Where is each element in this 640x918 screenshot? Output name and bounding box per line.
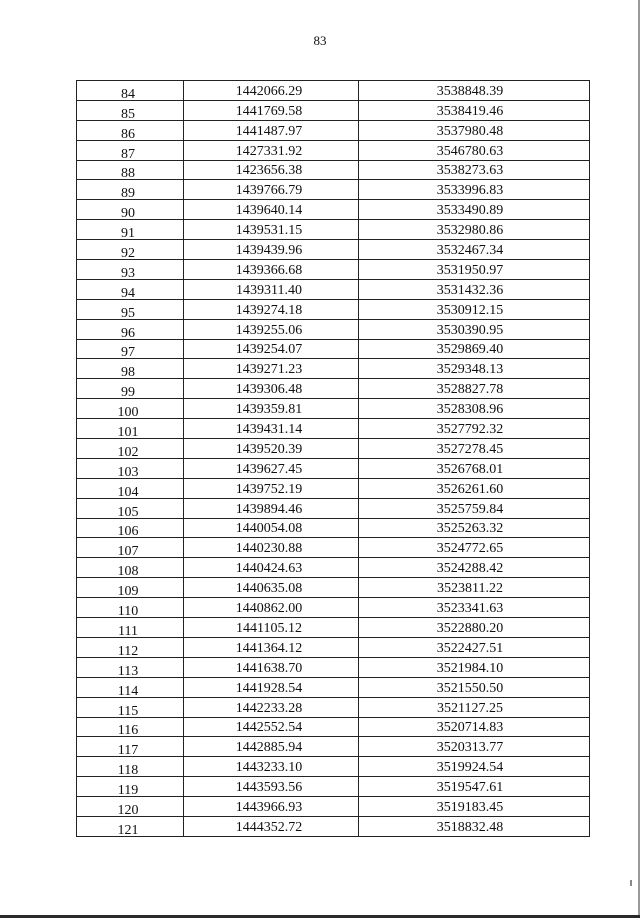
- point-number-value: 98: [121, 365, 135, 381]
- x-coordinate-value: 1440862.00: [235, 601, 303, 617]
- y-coordinate-cell: [359, 458, 590, 478]
- table-row: [77, 220, 590, 240]
- point-number-value: 116: [117, 723, 139, 739]
- x-coordinate-value: 1439306.48: [235, 382, 303, 398]
- table-row: [77, 419, 590, 439]
- y-coordinate-cell: [359, 339, 590, 359]
- x-coordinate-value: 1439431.14: [235, 422, 303, 438]
- y-coordinate-cell: [359, 299, 590, 319]
- y-coordinate-value: 3533996.83: [436, 183, 504, 199]
- y-coordinate-cell: [359, 777, 590, 797]
- y-coordinate-value: 3523341.63: [436, 601, 504, 617]
- x-coordinate-cell: [184, 657, 359, 677]
- point-number-value: 105: [117, 504, 139, 520]
- y-coordinate-cell: [359, 120, 590, 140]
- x-coordinate-value: 1439366.68: [235, 262, 303, 278]
- table-row: [77, 538, 590, 558]
- point-number-cell: [77, 538, 184, 558]
- y-coordinate-cell: [359, 677, 590, 697]
- y-coordinate-cell: [359, 140, 590, 160]
- y-coordinate-value: 3520313.77: [436, 740, 504, 756]
- y-coordinate-value: 3532467.34: [436, 243, 504, 259]
- x-coordinate-value: 1441364.12: [235, 640, 303, 656]
- point-number-cell: [77, 379, 184, 399]
- point-number-cell: [77, 478, 184, 498]
- y-coordinate-value: 3527278.45: [436, 441, 504, 457]
- y-coordinate-value: 3529869.40: [436, 342, 504, 358]
- point-number-cell: [77, 757, 184, 777]
- point-number-cell: [77, 180, 184, 200]
- point-number-value: 118: [117, 763, 139, 779]
- x-coordinate-value: 1439254.07: [235, 342, 303, 358]
- y-coordinate-cell: [359, 797, 590, 817]
- point-number-value: 104: [117, 484, 139, 500]
- x-coordinate-cell: [184, 797, 359, 817]
- point-number-cell: [77, 319, 184, 339]
- y-coordinate-value: 3524772.65: [436, 541, 504, 557]
- table-row: [77, 578, 590, 598]
- y-coordinate-value: 3521984.10: [436, 660, 504, 676]
- y-coordinate-value: 3525759.84: [436, 501, 504, 517]
- x-coordinate-value: 1439255.06: [235, 322, 303, 338]
- y-coordinate-value: 3531950.97: [436, 262, 504, 278]
- point-number-cell: [77, 220, 184, 240]
- y-coordinate-value: 3530390.95: [436, 322, 504, 338]
- table-row: [77, 558, 590, 578]
- x-coordinate-value: 1439766.79: [235, 183, 303, 199]
- point-number-cell: [77, 498, 184, 518]
- x-coordinate-cell: [184, 558, 359, 578]
- point-number-cell: [77, 240, 184, 260]
- point-number-value: 84: [121, 86, 135, 102]
- x-coordinate-value: 1443233.10: [235, 760, 303, 776]
- y-coordinate-cell: [359, 498, 590, 518]
- x-coordinate-cell: [184, 737, 359, 757]
- y-coordinate-value: 3527792.32: [436, 422, 504, 438]
- coordinates-table: [76, 80, 590, 837]
- point-number-value: 108: [117, 564, 139, 580]
- point-number-value: 114: [117, 683, 139, 699]
- table-row: [77, 379, 590, 399]
- point-number-value: 93: [121, 265, 135, 281]
- y-coordinate-value: 3521550.50: [436, 680, 504, 696]
- table-row: [77, 339, 590, 359]
- y-coordinate-cell: [359, 100, 590, 120]
- x-coordinate-cell: [184, 140, 359, 160]
- y-coordinate-cell: [359, 637, 590, 657]
- y-coordinate-value: 3530912.15: [436, 302, 504, 318]
- x-coordinate-value: 1439640.14: [235, 203, 303, 219]
- point-number-cell: [77, 657, 184, 677]
- x-coordinate-cell: [184, 319, 359, 339]
- y-coordinate-cell: [359, 538, 590, 558]
- x-coordinate-value: 1439752.19: [235, 481, 303, 497]
- x-coordinate-cell: [184, 498, 359, 518]
- point-number-cell: [77, 737, 184, 757]
- x-coordinate-value: 1444352.72: [235, 819, 303, 835]
- y-coordinate-cell: [359, 598, 590, 618]
- x-coordinate-value: 1440230.88: [235, 541, 303, 557]
- y-coordinate-cell: [359, 737, 590, 757]
- y-coordinate-value: 3520714.83: [436, 720, 504, 736]
- y-coordinate-cell: [359, 220, 590, 240]
- y-coordinate-cell: [359, 279, 590, 299]
- x-coordinate-value: 1441928.54: [235, 680, 303, 696]
- point-number-value: 109: [117, 584, 139, 600]
- y-coordinate-value: 3521127.25: [437, 700, 503, 716]
- x-coordinate-cell: [184, 299, 359, 319]
- point-number-cell: [77, 100, 184, 120]
- x-coordinate-value: 1440424.63: [235, 561, 303, 577]
- y-coordinate-cell: [359, 757, 590, 777]
- x-coordinate-value: 1442552.54: [235, 720, 303, 736]
- x-coordinate-cell: [184, 220, 359, 240]
- x-coordinate-cell: [184, 697, 359, 717]
- table-row: [77, 359, 590, 379]
- scan-mark: [630, 880, 632, 886]
- table-row: [77, 637, 590, 657]
- point-number-value: 94: [121, 285, 135, 301]
- y-coordinate-cell: [359, 399, 590, 419]
- y-coordinate-value: 3538848.39: [436, 83, 504, 99]
- y-coordinate-value: 3537980.48: [436, 123, 504, 139]
- point-number-value: 100: [117, 405, 139, 421]
- table-row: [77, 100, 590, 120]
- x-coordinate-value: 1439627.45: [235, 461, 303, 477]
- point-number-value: 87: [121, 146, 135, 162]
- table-row: [77, 757, 590, 777]
- table-row: [77, 200, 590, 220]
- y-coordinate-cell: [359, 518, 590, 538]
- point-number-cell: [77, 558, 184, 578]
- y-coordinate-value: 3533490.89: [436, 203, 504, 219]
- x-coordinate-cell: [184, 439, 359, 459]
- table-row: [77, 816, 590, 836]
- point-number-cell: [77, 299, 184, 319]
- y-coordinate-value: 3523811.22: [437, 581, 503, 597]
- point-number-cell: [77, 200, 184, 220]
- table-row: [77, 498, 590, 518]
- x-coordinate-cell: [184, 478, 359, 498]
- y-coordinate-value: 3538273.63: [436, 163, 504, 179]
- x-coordinate-value: 1439520.39: [235, 441, 303, 457]
- x-coordinate-value: 1442233.28: [235, 700, 303, 716]
- y-coordinate-cell: [359, 359, 590, 379]
- x-coordinate-value: 1442885.94: [235, 740, 303, 756]
- y-coordinate-cell: [359, 439, 590, 459]
- point-number-cell: [77, 816, 184, 836]
- table-row: [77, 140, 590, 160]
- x-coordinate-value: 1441638.70: [235, 660, 303, 676]
- y-coordinate-value: 3522427.51: [436, 640, 504, 656]
- point-number-value: 91: [121, 226, 135, 242]
- x-coordinate-cell: [184, 240, 359, 260]
- point-number-cell: [77, 399, 184, 419]
- y-coordinate-cell: [359, 558, 590, 578]
- x-coordinate-cell: [184, 518, 359, 538]
- table-row: [77, 737, 590, 757]
- point-number-cell: [77, 618, 184, 638]
- point-number-value: 111: [118, 623, 138, 639]
- table-row: [77, 657, 590, 677]
- x-coordinate-value: 1443966.93: [235, 799, 303, 815]
- point-number-cell: [77, 120, 184, 140]
- y-coordinate-cell: [359, 816, 590, 836]
- point-number-value: 92: [121, 246, 135, 262]
- y-coordinate-value: 3528308.96: [436, 402, 504, 418]
- point-number-cell: [77, 578, 184, 598]
- table-row: [77, 777, 590, 797]
- point-number-cell: [77, 359, 184, 379]
- point-number-cell: [77, 439, 184, 459]
- y-coordinate-value: 3529348.13: [436, 362, 504, 378]
- table-row: [77, 399, 590, 419]
- point-number-value: 120: [117, 802, 139, 818]
- table-row: [77, 439, 590, 459]
- x-coordinate-cell: [184, 419, 359, 439]
- point-number-value: 101: [117, 425, 139, 441]
- y-coordinate-value: 3528827.78: [436, 382, 504, 398]
- coordinates-table-body: [77, 81, 590, 837]
- point-number-cell: [77, 140, 184, 160]
- point-number-value: 115: [117, 703, 139, 719]
- point-number-cell: [77, 777, 184, 797]
- y-coordinate-value: 3522880.20: [436, 620, 504, 636]
- table-row: [77, 240, 590, 260]
- x-coordinate-value: 1440054.08: [235, 521, 303, 537]
- x-coordinate-cell: [184, 717, 359, 737]
- y-coordinate-value: 3524288.42: [436, 561, 504, 577]
- x-coordinate-value: 1443593.56: [235, 780, 303, 796]
- x-coordinate-cell: [184, 160, 359, 180]
- point-number-cell: [77, 518, 184, 538]
- x-coordinate-cell: [184, 180, 359, 200]
- table-row: [77, 120, 590, 140]
- point-number-cell: [77, 339, 184, 359]
- x-coordinate-cell: [184, 637, 359, 657]
- y-coordinate-value: 3546780.63: [436, 143, 504, 159]
- x-coordinate-cell: [184, 757, 359, 777]
- y-coordinate-cell: [359, 697, 590, 717]
- table-row: [77, 319, 590, 339]
- point-number-value: 85: [121, 106, 135, 122]
- x-coordinate-cell: [184, 399, 359, 419]
- x-coordinate-cell: [184, 816, 359, 836]
- point-number-value: 88: [121, 166, 135, 182]
- point-number-value: 103: [117, 464, 139, 480]
- y-coordinate-value: 3519183.45: [436, 799, 504, 815]
- y-coordinate-cell: [359, 657, 590, 677]
- x-coordinate-cell: [184, 458, 359, 478]
- y-coordinate-cell: [359, 200, 590, 220]
- x-coordinate-cell: [184, 538, 359, 558]
- page-number: 83: [313, 33, 327, 48]
- x-coordinate-cell: [184, 677, 359, 697]
- y-coordinate-value: 3518832.48: [436, 819, 504, 835]
- point-number-value: 89: [121, 186, 135, 202]
- y-coordinate-cell: [359, 260, 590, 280]
- x-coordinate-value: 1439274.18: [235, 302, 303, 318]
- y-coordinate-cell: [359, 319, 590, 339]
- y-coordinate-cell: [359, 240, 590, 260]
- y-coordinate-value: 3525263.32: [436, 521, 504, 537]
- x-coordinate-cell: [184, 379, 359, 399]
- point-number-cell: [77, 598, 184, 618]
- y-coordinate-cell: [359, 419, 590, 439]
- point-number-value: 95: [121, 305, 135, 321]
- table-row: [77, 299, 590, 319]
- x-coordinate-value: 1442066.29: [235, 83, 303, 99]
- x-coordinate-value: 1439894.46: [235, 501, 303, 517]
- table-row: [77, 458, 590, 478]
- x-coordinate-cell: [184, 618, 359, 638]
- table-row: [77, 598, 590, 618]
- point-number-cell: [77, 717, 184, 737]
- x-coordinate-value: 1439439.96: [235, 243, 303, 259]
- point-number-value: 117: [117, 743, 139, 759]
- x-coordinate-cell: [184, 598, 359, 618]
- table-row: [77, 180, 590, 200]
- x-coordinate-cell: [184, 359, 359, 379]
- table-row: [77, 478, 590, 498]
- table-row: [77, 697, 590, 717]
- point-number-value: 121: [117, 822, 139, 838]
- x-coordinate-cell: [184, 339, 359, 359]
- y-coordinate-cell: [359, 180, 590, 200]
- y-coordinate-cell: [359, 379, 590, 399]
- x-coordinate-value: 1423656.38: [235, 163, 303, 179]
- y-coordinate-value: 3531432.36: [436, 282, 504, 298]
- x-coordinate-value: 1440635.08: [235, 581, 303, 597]
- y-coordinate-cell: [359, 478, 590, 498]
- y-coordinate-value: 3526261.60: [436, 481, 504, 497]
- x-coordinate-cell: [184, 777, 359, 797]
- y-coordinate-value: 3519924.54: [436, 760, 504, 776]
- x-coordinate-value: 1439531.15: [235, 223, 303, 239]
- x-coordinate-cell: [184, 100, 359, 120]
- x-coordinate-cell: [184, 279, 359, 299]
- y-coordinate-value: 3532980.86: [436, 223, 504, 239]
- point-number-value: 107: [117, 544, 139, 560]
- point-number-value: 112: [117, 643, 139, 659]
- point-number-cell: [77, 419, 184, 439]
- table-row: [77, 260, 590, 280]
- point-number-cell: [77, 697, 184, 717]
- table-row: [77, 797, 590, 817]
- table-row: [77, 518, 590, 538]
- point-number-value: 86: [121, 126, 135, 142]
- x-coordinate-cell: [184, 200, 359, 220]
- point-number-value: 90: [121, 206, 135, 222]
- x-coordinate-cell: [184, 578, 359, 598]
- x-coordinate-value: 1439359.81: [235, 402, 303, 418]
- y-coordinate-value: 3538419.46: [436, 103, 504, 119]
- point-number-cell: [77, 160, 184, 180]
- x-coordinate-value: 1427331.92: [235, 143, 303, 159]
- point-number-cell: [77, 260, 184, 280]
- point-number-cell: [77, 637, 184, 657]
- point-number-value: 97: [121, 345, 135, 361]
- x-coordinate-value: 1441769.58: [235, 103, 303, 119]
- point-number-value: 106: [117, 524, 139, 540]
- x-coordinate-cell: [184, 81, 359, 101]
- y-coordinate-value: 3526768.01: [436, 461, 504, 477]
- table-row: [77, 677, 590, 697]
- y-coordinate-cell: [359, 160, 590, 180]
- table-row: [77, 717, 590, 737]
- point-number-value: 119: [117, 783, 139, 799]
- point-number-cell: [77, 458, 184, 478]
- table-row: [77, 160, 590, 180]
- y-coordinate-cell: [359, 618, 590, 638]
- y-coordinate-cell: [359, 578, 590, 598]
- x-coordinate-value: 1441487.97: [235, 123, 303, 139]
- x-coordinate-cell: [184, 120, 359, 140]
- point-number-value: 96: [121, 325, 135, 341]
- point-number-value: 99: [121, 385, 135, 401]
- x-coordinate-cell: [184, 260, 359, 280]
- table-row: [77, 81, 590, 101]
- y-coordinate-value: 3519547.61: [436, 780, 504, 796]
- point-number-value: 102: [117, 444, 139, 460]
- y-coordinate-cell: [359, 717, 590, 737]
- x-coordinate-value: 1439271.23: [235, 362, 303, 378]
- point-number-cell: [77, 279, 184, 299]
- point-number-cell: [77, 797, 184, 817]
- x-coordinate-value: 1439311.40: [236, 282, 302, 298]
- table-row: [77, 279, 590, 299]
- point-number-value: 113: [117, 663, 139, 679]
- table-row: [77, 618, 590, 638]
- x-coordinate-value: 1441105.12: [236, 620, 302, 636]
- point-number-cell: [77, 81, 184, 101]
- point-number-cell: [77, 677, 184, 697]
- point-number-value: 110: [117, 604, 139, 620]
- y-coordinate-cell: [359, 81, 590, 101]
